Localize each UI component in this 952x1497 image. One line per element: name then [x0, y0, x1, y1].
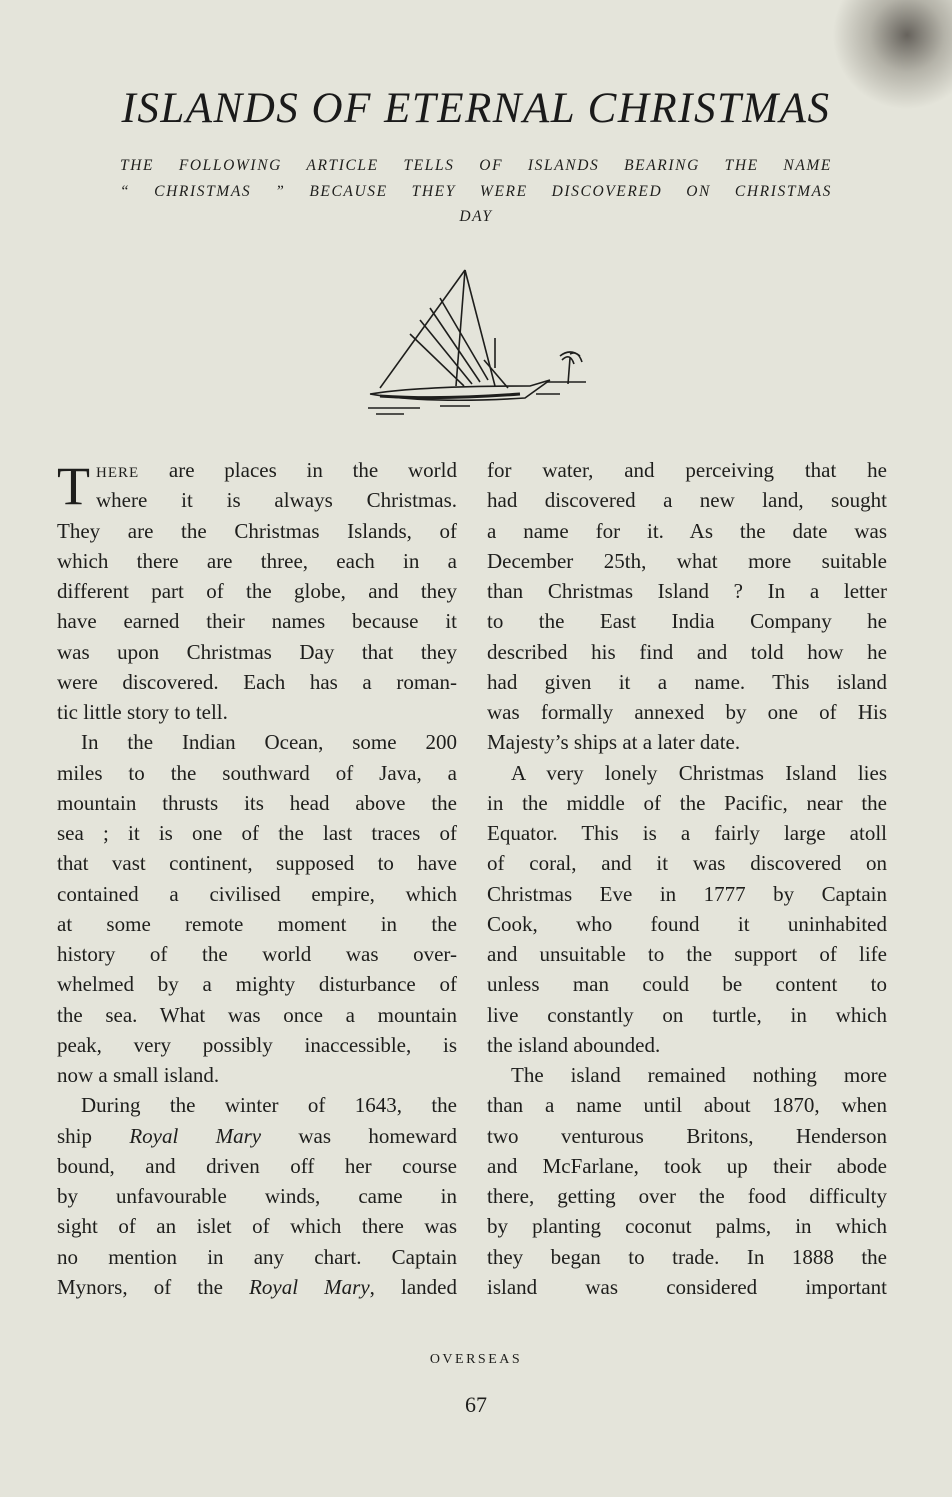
text-line: During the winter of 1643, the — [81, 1093, 457, 1118]
text-line: the sea. What was once a mountain — [57, 1002, 457, 1027]
italic-ship-name: Royal Mary — [129, 1123, 262, 1148]
text-line: where it is always Christmas. — [96, 488, 457, 513]
text-line: were discovered. Each has a roman- — [57, 669, 457, 694]
text-line: miles to the southward of Java, a — [57, 760, 457, 785]
text-line: at some remote moment in the — [57, 911, 457, 936]
text-line: they began to trade. In 1888 the — [487, 1244, 887, 1269]
text-line: unless man could be content to — [487, 972, 887, 997]
text-line: which there are three, each in a — [57, 548, 457, 573]
text-line: now a small island. — [57, 1063, 220, 1087]
article-title: ISLANDS OF ETERNAL CHRISTMAS — [121, 85, 831, 132]
text-line: live constantly on turtle, in which — [487, 1002, 887, 1027]
text-line: by planting coconut palms, in which — [487, 1214, 887, 1239]
text-line: was formally annexed by one of His — [487, 700, 887, 724]
text-line: than a name until about 1870, when — [487, 1093, 887, 1118]
text-line: in the middle of the Pacific, near the — [487, 790, 887, 815]
text-line: and unsuitable to the support of life — [487, 942, 887, 966]
text-line: that vast continent, supposed to have — [57, 851, 457, 876]
text-line: island was considered important — [487, 1274, 887, 1299]
text-line: no mention in any chart. Captain — [57, 1244, 457, 1269]
text-line: described his find and told how he — [487, 639, 887, 664]
text-line: A very lonely Christmas Island lies — [511, 760, 887, 785]
text-line: there, getting over the food difficulty — [487, 1184, 887, 1208]
page-number: 67 — [465, 1392, 487, 1417]
text-line: had given it a name. This island — [487, 669, 887, 694]
text-line: tic little story to tell. — [57, 700, 228, 724]
text-line: They are the Christmas Islands, of — [57, 518, 457, 543]
text-line: two venturous Britons, Henderson — [487, 1123, 887, 1148]
footer-magazine-name: OVERSEAS — [429, 1352, 523, 1367]
subtitle-line: “ CHRISTMAS ” BECAUSE THEY WERE DISCOVERED ON CHRISTMAS — [120, 182, 832, 200]
text-line: ship Royal Mary was homeward — [57, 1123, 457, 1148]
text-line: Majesty’s ships at a later date. — [487, 730, 741, 755]
subtitle-line: THE FOLLOWING ARTICLE TELLS OF ISLANDS BEARING THE NAME — [120, 157, 832, 174]
text-line: for water, and perceiving that he — [487, 458, 887, 482]
text-line: December 25th, what more suitable — [487, 548, 887, 573]
text-line: than Christmas Island ? In a letter — [487, 579, 887, 603]
italic-ship-name: Royal Mary — [249, 1274, 370, 1299]
right-column — [487, 455, 887, 1302]
text-line: The island remained nothing more — [511, 1063, 887, 1087]
text-line: a name for it. As the date was — [487, 518, 887, 543]
text-line: mountain thrusts its head above the — [57, 790, 457, 815]
left-column — [57, 455, 457, 1302]
text-line: sea ; it is one of the last traces of — [57, 821, 457, 845]
text-line: HERE are places in the world — [96, 458, 457, 482]
text-line: have earned their names because it — [57, 609, 457, 634]
text-line: to the East India Company he — [487, 609, 887, 634]
sailing-boat-icon — [360, 268, 600, 428]
drop-cap: T — [57, 456, 90, 516]
text-line: and McFarlane, took up their abode — [487, 1153, 887, 1178]
text-line: was upon Christmas Day that they — [57, 639, 457, 664]
subtitle-line: DAY — [459, 208, 493, 225]
text-line: Equator. This is a fairly large atoll — [487, 821, 887, 845]
text-line: Cook, who found it uninhabited — [487, 911, 887, 936]
small-caps-word: HERE — [96, 465, 140, 481]
text-line: In the Indian Ocean, some 200 — [81, 730, 457, 755]
text-line: by unfavourable winds, came in — [57, 1184, 457, 1208]
text-line: history of the world was over- — [57, 942, 457, 966]
text-line: different part of the globe, and they — [57, 579, 457, 603]
text-line: bound, and driven off her course — [57, 1153, 457, 1178]
text-line: whelmed by a mighty disturbance of — [57, 972, 457, 997]
text-line: sight of an islet of which there was — [57, 1214, 457, 1239]
text-line: peak, very possibly inaccessible, is — [57, 1032, 457, 1057]
article-subtitle — [120, 153, 832, 230]
text-line: had discovered a new land, sought — [487, 488, 887, 513]
text-line: Mynors, of the Royal Mary, landed — [57, 1274, 457, 1299]
text-line: contained a civilised empire, which — [57, 881, 457, 906]
text-line: the island abounded. — [487, 1032, 661, 1057]
text-line: of coral, and it was discovered on — [487, 851, 887, 876]
text-line: Christmas Eve in 1777 by Captain — [487, 881, 887, 906]
